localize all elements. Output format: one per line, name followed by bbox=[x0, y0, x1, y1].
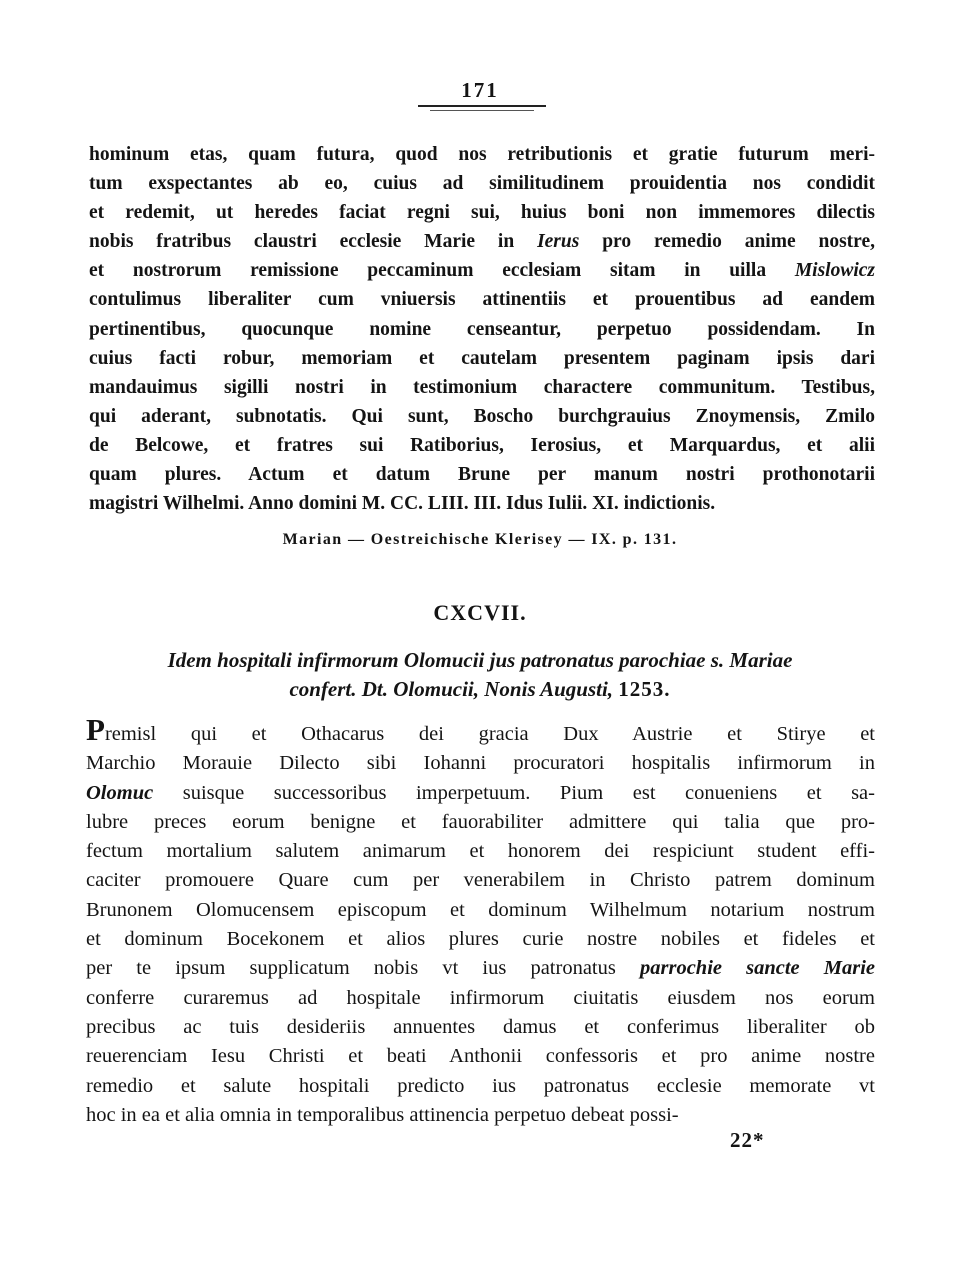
text-line: nobis fratribus claustri ecclesie Marie in Ierus pro remedio anime nostre, bbox=[89, 231, 875, 253]
page-number-rule-thin bbox=[430, 110, 534, 111]
heading-year: 1253. bbox=[618, 677, 671, 701]
text-line: et dominum Bocekonem et alios plures curie nostre nobiles et fideles et bbox=[86, 928, 875, 951]
text-line: reuerenciam Iesu Christi et beati Anthonii confessoris et pro anime nostre bbox=[86, 1045, 875, 1068]
text-line: qui aderant, subnotatis. Qui sunt, Boscho burchgrauius Znoymensis, Zmilo bbox=[89, 405, 875, 427]
paragraph-continued bbox=[89, 140, 875, 518]
text-line: conferre curaremus ad hospitale infirmorum ciuitatis eiusdem nos eorum bbox=[86, 986, 875, 1009]
italic-name: Mislowicz bbox=[794, 260, 875, 282]
text-line: cuius facti robur, memoriam et cautelam presentem paginam ipsis dari bbox=[89, 347, 875, 369]
text-line: Marchio Morauie Dilecto sibi Iohanni procuratori hospitalis infirmorum in bbox=[86, 752, 875, 775]
text-line: magistri Wilhelmi. Anno domini M. CC. LIII. III. Idus Iulii. XI. indictionis. bbox=[89, 493, 716, 515]
text-line: caciter promouere Quare cum per venerabilem in Christo patrem dominum bbox=[86, 869, 875, 892]
text-line: remedio et salute hospitali predicto ius patronatus ecclesie memorate vt bbox=[86, 1074, 875, 1097]
text-line: Premisl qui et Othacarus dei gracia Dux Austrie et Stirye et bbox=[86, 720, 875, 749]
drop-cap: P bbox=[86, 720, 105, 747]
text-line: quam plures. Actum et datum Brune per manum nostri prothonotarii bbox=[89, 464, 875, 486]
text-line: precibus ac tuis desideriis annuentes damus et conferimus liberaliter ob bbox=[86, 1015, 875, 1038]
source-citation: Marian — Oestreichische Klerisey — IX. p. 131. bbox=[282, 531, 678, 548]
document-heading bbox=[0, 646, 960, 704]
text-line: tum exspectantes ab eo, cuius ad similitudinem prouidentia nos condidit bbox=[89, 173, 875, 195]
text-line: per te ipsum supplicatum nobis vt ius patronatus parrochie sancte Marie bbox=[86, 957, 875, 980]
text-line: Brunonem Olomucensem episcopum et dominum Wilhelmum notarium nostrum bbox=[86, 898, 875, 921]
document-number: CXCVII. bbox=[433, 600, 527, 625]
text-line: fectum mortalium salutem animarum et honorem dei respiciunt student effi- bbox=[86, 840, 875, 863]
text-line: contulimus liberaliter cum vniuersis attinentiis et prouentibus ad eandem bbox=[89, 289, 875, 311]
text-line: et redemit, ut heredes faciat regni sui, huius boni non immemores dilectis bbox=[89, 202, 875, 224]
italic-name: parrochie sancte Marie bbox=[639, 957, 875, 980]
text-line: lubre preces eorum benigne et fauorabiliter admittere qui talia que pro- bbox=[86, 810, 875, 833]
text-line: hominum etas, quam futura, quod nos retributionis et gratie futurum meri- bbox=[89, 144, 875, 165]
heading-line-2: confert. Dt. Olomucii, Nonis Augusti, bbox=[289, 677, 614, 701]
text-line: de Belcowe, et fratres sui Ratiborius, Ierosius, et Marquardus, et alii bbox=[89, 434, 875, 456]
text-line: et nostrorum remissione peccaminum ecclesiam sitam in uilla Mislowicz bbox=[89, 260, 875, 282]
heading-line-1: Idem hospitali infirmorum Olomucii jus patronatus parochiae s. Mariae bbox=[167, 648, 793, 672]
signature-mark: 22* bbox=[730, 1128, 765, 1152]
text-line: pertinentibus, quocunque nomine censeantur, perpetuo possidendam. In bbox=[89, 318, 875, 340]
text-line: mandauimus sigilli nostri in testimonium charactere communitum. Testibus, bbox=[89, 376, 875, 398]
italic-name: Ierus bbox=[537, 231, 580, 253]
italic-name: Olomuc bbox=[86, 781, 154, 804]
text-line: Olomuc suisque successoribus imperpetuum. Pium est conueniens et sa- bbox=[86, 781, 875, 804]
text-line: hoc in ea et alia omnia in temporalibus attinencia perpetuo debeat possi- bbox=[86, 1103, 679, 1126]
paragraph-charter bbox=[86, 720, 875, 1130]
page-number-rule bbox=[418, 105, 546, 107]
page-number: 171 bbox=[461, 78, 499, 102]
